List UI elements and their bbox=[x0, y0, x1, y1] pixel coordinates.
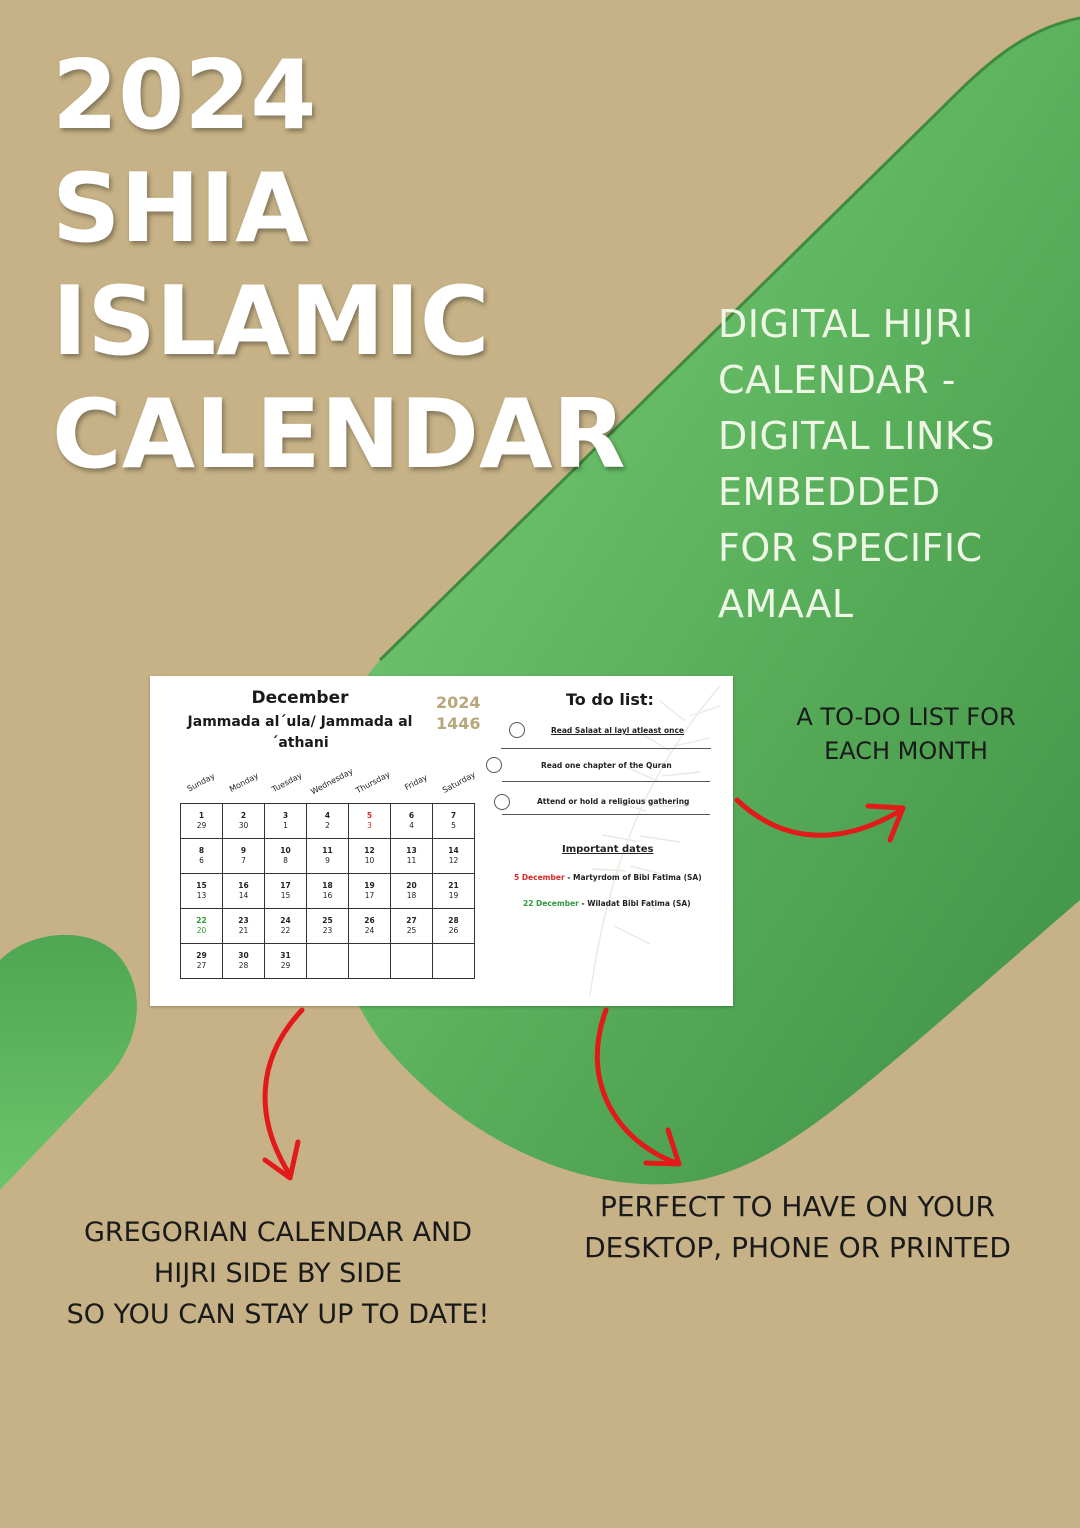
calendar-day-cell[interactable] bbox=[265, 909, 307, 944]
hijri-day: 16 bbox=[322, 891, 333, 900]
hijri-day: 1 bbox=[283, 821, 288, 830]
title-islamic: ISLAMIC bbox=[52, 267, 490, 377]
calendar-week-row bbox=[181, 874, 475, 909]
calendar-day-cell[interactable] bbox=[307, 804, 349, 839]
calendar-day-cell[interactable] bbox=[181, 874, 223, 909]
weekday-header bbox=[180, 766, 483, 800]
todo-divider bbox=[502, 814, 710, 815]
important-date: 5 December bbox=[514, 873, 565, 882]
weekday-label: Wednesday bbox=[309, 766, 355, 797]
small-green-shape bbox=[0, 935, 137, 1190]
calendar-day-cell[interactable] bbox=[391, 909, 433, 944]
main-title bbox=[52, 40, 626, 492]
hijri-day: 7 bbox=[241, 856, 246, 865]
gregorian-day: 10 bbox=[280, 846, 291, 855]
checkbox-circle-icon[interactable] bbox=[494, 794, 510, 810]
note-line: DESKTOP, PHONE OR PRINTED bbox=[584, 1231, 1011, 1264]
gregorian-day: 18 bbox=[322, 881, 333, 890]
gregorian-day: 14 bbox=[448, 846, 459, 855]
gregorian-day: 27 bbox=[406, 916, 417, 925]
hijri-day: 4 bbox=[409, 821, 414, 830]
weekday-label: Tuesday bbox=[270, 770, 304, 795]
calendar-day-cell[interactable] bbox=[223, 804, 265, 839]
hijri-line: ´athani bbox=[271, 735, 329, 751]
note-line: EACH MONTH bbox=[824, 737, 988, 765]
calendar-day-cell[interactable] bbox=[223, 839, 265, 874]
todo-item-label: Read one chapter of the Quran bbox=[541, 761, 672, 770]
gregorian-day: 16 bbox=[238, 881, 249, 890]
gregorian-day: 9 bbox=[240, 846, 247, 855]
calendar-week-row bbox=[181, 909, 475, 944]
calendar-week-row bbox=[181, 804, 475, 839]
hijri-day: 3 bbox=[367, 821, 372, 830]
todo-item[interactable] bbox=[494, 794, 712, 814]
title-calendar: CALENDAR bbox=[52, 380, 626, 490]
hijri-day: 30 bbox=[238, 821, 249, 830]
gregorian-day: 22 bbox=[196, 916, 207, 925]
title-shia: SHIA bbox=[52, 154, 309, 264]
note-line: SO YOU CAN STAY UP TO DATE! bbox=[66, 1299, 490, 1330]
important-dates-title: Important dates bbox=[562, 844, 654, 855]
note-line: HIJRI SIDE BY SIDE bbox=[153, 1258, 403, 1289]
gregorian-day: 5 bbox=[366, 811, 373, 820]
gregorian-day: 29 bbox=[196, 951, 207, 960]
note-line: GREGORIAN CALENDAR AND bbox=[83, 1217, 473, 1248]
calendar-day-cell bbox=[433, 944, 475, 979]
hijri-day: 15 bbox=[280, 891, 291, 900]
hijri-day: 29 bbox=[196, 821, 207, 830]
gregorian-day: 15 bbox=[196, 881, 207, 890]
hijri-day: 28 bbox=[238, 961, 249, 970]
calendar-day-cell[interactable] bbox=[433, 909, 475, 944]
gregorian-year: 2024 bbox=[436, 693, 481, 712]
hijri-day: 27 bbox=[196, 961, 207, 970]
gregorian-day: 21 bbox=[448, 881, 459, 890]
todo-title: To do list: bbox=[566, 690, 654, 709]
title-year: 2024 bbox=[52, 41, 317, 151]
gregorian-day: 2 bbox=[240, 811, 247, 820]
calendar-day-cell[interactable] bbox=[349, 804, 391, 839]
weekday-label: Saturday bbox=[440, 770, 478, 795]
gregorian-day: 30 bbox=[238, 951, 249, 960]
gregorian-day: 13 bbox=[406, 846, 417, 855]
todo-note bbox=[775, 700, 1037, 768]
hijri-day: 19 bbox=[448, 891, 459, 900]
gregorian-day: 12 bbox=[364, 846, 375, 855]
digital-line: AMAAL bbox=[718, 582, 854, 626]
hijri-day: 23 bbox=[322, 926, 333, 935]
calendar-years bbox=[436, 692, 481, 734]
hijri-day: 10 bbox=[364, 856, 375, 865]
calendar-day-cell[interactable] bbox=[349, 909, 391, 944]
calendar-day-cell bbox=[307, 944, 349, 979]
calendar-grid bbox=[180, 803, 475, 979]
gregorian-day: 23 bbox=[238, 916, 249, 925]
calendar-week-row bbox=[181, 839, 475, 874]
todo-item-label: Read Salaat al layl atleast once bbox=[551, 726, 685, 735]
hijri-day: 9 bbox=[325, 856, 330, 865]
calendar-day-cell[interactable] bbox=[391, 804, 433, 839]
perfect-note bbox=[545, 1186, 1050, 1268]
weekday-label: Friday bbox=[403, 772, 429, 793]
hijri-day: 29 bbox=[280, 961, 291, 970]
hijri-day: 24 bbox=[364, 926, 375, 935]
calendar-day-cell[interactable] bbox=[223, 909, 265, 944]
hijri-day: 11 bbox=[406, 856, 417, 865]
hijri-day: 21 bbox=[238, 926, 249, 935]
hijri-line: Jammada al´ula/ Jammada al bbox=[187, 714, 413, 730]
important-date: 22 December bbox=[523, 899, 579, 908]
hijri-day: 18 bbox=[406, 891, 417, 900]
important-date-text: - Martyrdom of Bibi Fatima (SA) bbox=[564, 873, 702, 882]
gregorian-day: 6 bbox=[408, 811, 415, 820]
calendar-day-cell[interactable] bbox=[181, 909, 223, 944]
important-date-item[interactable] bbox=[514, 873, 702, 882]
hijri-day: 22 bbox=[280, 926, 291, 935]
todo-divider bbox=[501, 748, 711, 749]
calendar-day-cell bbox=[391, 944, 433, 979]
weekday-label: Thursday bbox=[354, 769, 392, 796]
calendar-day-cell bbox=[349, 944, 391, 979]
todo-divider bbox=[502, 781, 710, 782]
gregorian-day: 8 bbox=[198, 846, 205, 855]
gregorian-day: 19 bbox=[364, 881, 375, 890]
gregorian-day: 20 bbox=[406, 881, 417, 890]
digital-line: EMBEDDED bbox=[718, 470, 941, 514]
calendar-day-cell[interactable] bbox=[181, 804, 223, 839]
calendar-day-cell[interactable] bbox=[433, 804, 475, 839]
calendar-week-row bbox=[181, 944, 475, 979]
todo-item[interactable] bbox=[509, 722, 709, 742]
calendar-day-cell[interactable] bbox=[265, 874, 307, 909]
hijri-day: 17 bbox=[364, 891, 375, 900]
calendar-day-cell[interactable] bbox=[433, 874, 475, 909]
digital-line: CALENDAR - bbox=[718, 358, 956, 402]
calendar-day-cell[interactable] bbox=[307, 874, 349, 909]
important-date-item[interactable] bbox=[523, 899, 691, 908]
digital-description bbox=[718, 296, 1070, 632]
gregorian-day: 7 bbox=[450, 811, 457, 820]
gregorian-day: 24 bbox=[280, 916, 291, 925]
weekday-label: Monday bbox=[227, 771, 261, 794]
calendar-day-cell[interactable] bbox=[265, 839, 307, 874]
hijri-day: 6 bbox=[199, 856, 204, 865]
calendar-day-cell[interactable] bbox=[181, 839, 223, 874]
calendar-day-cell[interactable] bbox=[307, 909, 349, 944]
checkbox-circle-icon[interactable] bbox=[486, 757, 502, 773]
calendar-day-cell[interactable] bbox=[391, 839, 433, 874]
gregorian-day: 31 bbox=[280, 951, 291, 960]
todo-item-label: Attend or hold a religious gathering bbox=[537, 797, 690, 806]
hijri-months bbox=[172, 712, 428, 754]
digital-line: DIGITAL HIJRI bbox=[718, 302, 974, 346]
calendar-day-cell[interactable] bbox=[265, 944, 307, 979]
note-line: PERFECT TO HAVE ON YOUR bbox=[599, 1190, 996, 1223]
digital-line: FOR SPECIFIC bbox=[718, 526, 983, 570]
checkbox-circle-icon[interactable] bbox=[509, 722, 525, 738]
hijri-day: 26 bbox=[448, 926, 459, 935]
important-date-text: - Wiladat Bibi Fatima (SA) bbox=[578, 899, 691, 908]
calendar-day-cell[interactable] bbox=[349, 839, 391, 874]
calendar-day-cell[interactable] bbox=[265, 804, 307, 839]
weekday-label: Sunday bbox=[185, 771, 217, 794]
gregorian-day: 3 bbox=[282, 811, 289, 820]
gregorian-note bbox=[22, 1212, 534, 1335]
digital-line: DIGITAL LINKS bbox=[718, 414, 995, 458]
calendar-day-cell[interactable] bbox=[391, 874, 433, 909]
calendar-month: December bbox=[251, 688, 349, 708]
calendar-day-cell[interactable] bbox=[223, 944, 265, 979]
gregorian-day: 26 bbox=[364, 916, 375, 925]
calendar-day-cell[interactable] bbox=[307, 839, 349, 874]
calendar-day-cell[interactable] bbox=[181, 944, 223, 979]
hijri-day: 20 bbox=[196, 926, 207, 935]
calendar-preview bbox=[150, 676, 733, 1006]
calendar-day-cell[interactable] bbox=[349, 874, 391, 909]
gregorian-day: 11 bbox=[322, 846, 333, 855]
gregorian-day: 17 bbox=[280, 881, 291, 890]
gregorian-day: 4 bbox=[324, 811, 331, 820]
hijri-day: 5 bbox=[451, 821, 456, 830]
hijri-day: 2 bbox=[325, 821, 330, 830]
hijri-day: 25 bbox=[406, 926, 417, 935]
calendar-day-cell[interactable] bbox=[223, 874, 265, 909]
note-line: A TO-DO LIST FOR bbox=[796, 703, 1016, 731]
todo-item[interactable] bbox=[486, 757, 711, 777]
gregorian-day: 1 bbox=[198, 811, 205, 820]
hijri-day: 12 bbox=[448, 856, 459, 865]
hijri-day: 8 bbox=[283, 856, 288, 865]
hijri-day: 14 bbox=[238, 891, 249, 900]
gregorian-day: 28 bbox=[448, 916, 459, 925]
calendar-day-cell[interactable] bbox=[433, 839, 475, 874]
gregorian-day: 25 bbox=[322, 916, 333, 925]
hijri-day: 13 bbox=[196, 891, 207, 900]
hijri-year: 1446 bbox=[436, 714, 481, 733]
